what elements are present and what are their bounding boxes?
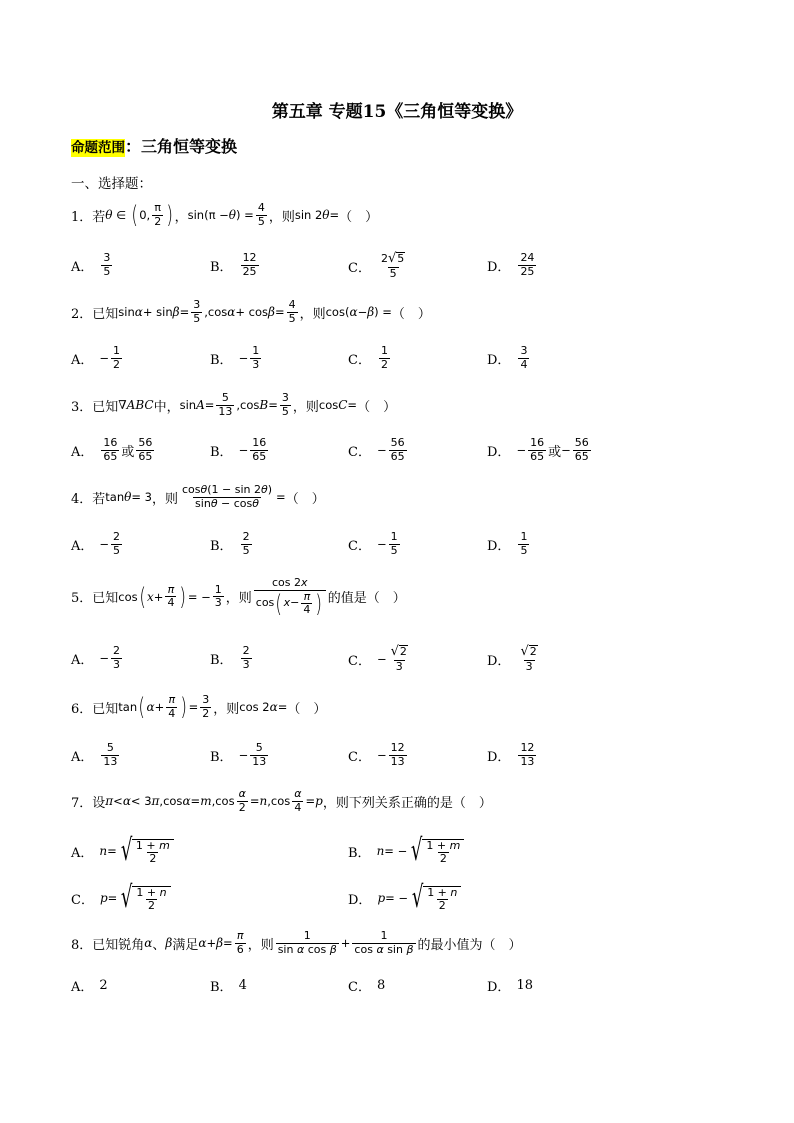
question-5: 5．已知 cos ( x + $\frac{\pi}{4}$ ) = − $\frac{1}{3}$ ，则 cos 2x cos ( x − $\frac{\pi}{4}$ ) 的值是（ ） [71,576,406,618]
page-title: 第五章 专题15《三角恒等变换》 [271,102,523,122]
q5-option-c[interactable]: C． − √ 2 3 [348,644,407,673]
q5-blank: 的值是（ ） [327,591,406,607]
q8-then: ，则 [247,937,274,953]
scope-label: 命题范围 [71,140,125,156]
q6-option-a[interactable]: A． $\frac{5}{13}$ [71,741,118,768]
q6-option-c[interactable]: C． − $\frac{12}{13}$ [348,741,405,768]
q1-option-b[interactable]: B． $\frac{12}{25}$ [210,251,257,278]
q3-number: 3．已知 [71,399,119,415]
q1-option-d[interactable]: D． $\frac{24}{25}$ [487,251,535,278]
q7-option-c[interactable]: C． p = √ $\frac{1 + n}{2}$ [71,883,171,913]
q8-option-c[interactable]: C． 8 [348,978,386,995]
q2-number: 2．已知 [71,306,119,322]
q4-option-d[interactable]: D． $\frac{1}{5}$ [487,530,528,557]
q6-option-b[interactable]: B． − $\frac{5}{13}$ [210,741,267,768]
q8-blank: 的最小值为（ ） [417,937,522,953]
q8-option-b[interactable]: B． 4 [210,978,247,995]
question-7: 7．设 π < α < 3 π ,cos α = m ,cos $\frac{\alpha}{2}$ = n ,cos $\frac{\alpha}{4}$ = p ，则下列关系正确的是（ ） [71,787,492,814]
q1-option-a[interactable]: A． $\frac{3}{5}$ [71,251,111,278]
q3-then: ，则 [292,399,319,415]
q4-blank: （ ） [285,491,325,507]
q3-option-d[interactable]: D． − $\frac{16}{65}$ 或 − $\frac{56}{65}$ [487,436,589,463]
q3-option-c[interactable]: C． − $\frac{56}{65}$ [348,436,405,463]
question-4: 4．若 tan θ = 3 ，则 $\frac{\cos\theta(1 - \sin 2\theta)}{\sin\theta - \cos\theta}$ = （ ） [71,483,325,510]
question-3: 3．已知 ∇ABC 中， sin A = $\frac{5}{13}$ ,cos B = $\frac{3}{5}$ ，则 cos C = （ ） [71,391,397,418]
q4-then: ，则 [151,491,178,507]
q6-then: ，则 [213,701,240,717]
scope-line [71,134,237,157]
q3-zhong: 中， [153,399,180,415]
q3-option-b[interactable]: B． − $\frac{16}{65}$ [210,436,267,463]
q8-number: 8．已知锐角 [71,937,145,953]
q5-number: 5．已知 [71,591,119,607]
q7-tail: ，则下列关系正确的是（ ） [322,795,492,811]
q7-option-d[interactable]: D． p = − √ $\frac{1 + n}{2}$ [348,883,461,913]
question-2: 2．已知 sin α + sin β = $\frac{3}{5}$ ,cos α + cos β = $\frac{4}{5}$ ，则 cos( α − β ) = （ ） [71,298,431,325]
q1-blank: （ ） [339,209,379,225]
q2-option-a[interactable]: A． − $\frac{1}{2}$ [71,344,121,371]
q4-option-b[interactable]: B． $\frac{2}{5}$ [210,530,250,557]
q2-blank: （ ） [391,306,431,322]
q4-option-c[interactable]: C． − $\frac{1}{5}$ [348,530,398,557]
q7-number: 7．设 [71,795,106,811]
q8-satisfy: 满足 [172,937,199,953]
question-6: 6．已知 tan ( α + $\frac{\pi}{4}$ ) = $\frac{3}{2}$ ，则 cos 2 α = （ ） [71,693,327,722]
q6-blank: （ ） [287,701,327,717]
scope-text: ：三角恒等变换 [125,137,238,156]
q5-option-d[interactable]: D． √ 2 3 [487,644,537,673]
section-heading: 一、选择题： [71,176,152,192]
q3-triangle: ∇ABC [118,398,154,413]
q5-then: ，则 [225,591,252,607]
q5-option-a[interactable]: A． − $\frac{2}{3}$ [71,644,121,671]
q3-blank: （ ） [357,399,397,415]
q8-option-d[interactable]: D． 18 [487,978,533,995]
q5-option-b[interactable]: B． $\frac{2}{3}$ [210,644,250,671]
q1-comma: ， [174,209,188,225]
q2-then: ，则 [299,306,326,322]
q4-number: 4．若 [71,491,106,507]
q2-option-c[interactable]: C． $\frac{1}{2}$ [348,344,388,371]
q1-option-c[interactable]: C． 2 √ 5 5 [348,251,405,280]
q6-number: 6．已知 [71,701,119,717]
q8-option-a[interactable]: A． 2 [71,978,108,995]
q2-option-d[interactable]: D． $\frac{3}{4}$ [487,344,528,371]
question-1: 1．若 θ ∈ ( 0, $\frac{\pi}{2}$ ) ， sin(π − θ ) = $\frac{4}{5}$ ，则 sin 2 θ = （ ） [71,201,379,230]
q1-then: ，则 [268,209,295,225]
q7-option-a[interactable]: A． n = √ $\frac{1 + m}{2}$ [71,836,174,866]
q4-option-a[interactable]: A． − $\frac{2}{5}$ [71,530,121,557]
q3-option-a[interactable]: A． $\frac{16}{65}$ 或 $\frac{56}{65}$ [71,436,153,463]
q7-option-b[interactable]: B． n = − √ $\frac{1 + m}{2}$ [348,836,464,866]
q6-option-d[interactable]: D． $\frac{12}{13}$ [487,741,535,768]
q2-option-b[interactable]: B． − $\frac{1}{3}$ [210,344,260,371]
question-8: 8．已知锐角 α 、 β 满足 α + β = $\frac{\pi}{6}$ ，则 $\frac{1}{\text{sin α cos β}}$ + $\frac{1}{\text{cos α sin β}}$ 的最小值为（ ） [71,929,522,956]
q1-number: 1．若 [71,209,106,225]
